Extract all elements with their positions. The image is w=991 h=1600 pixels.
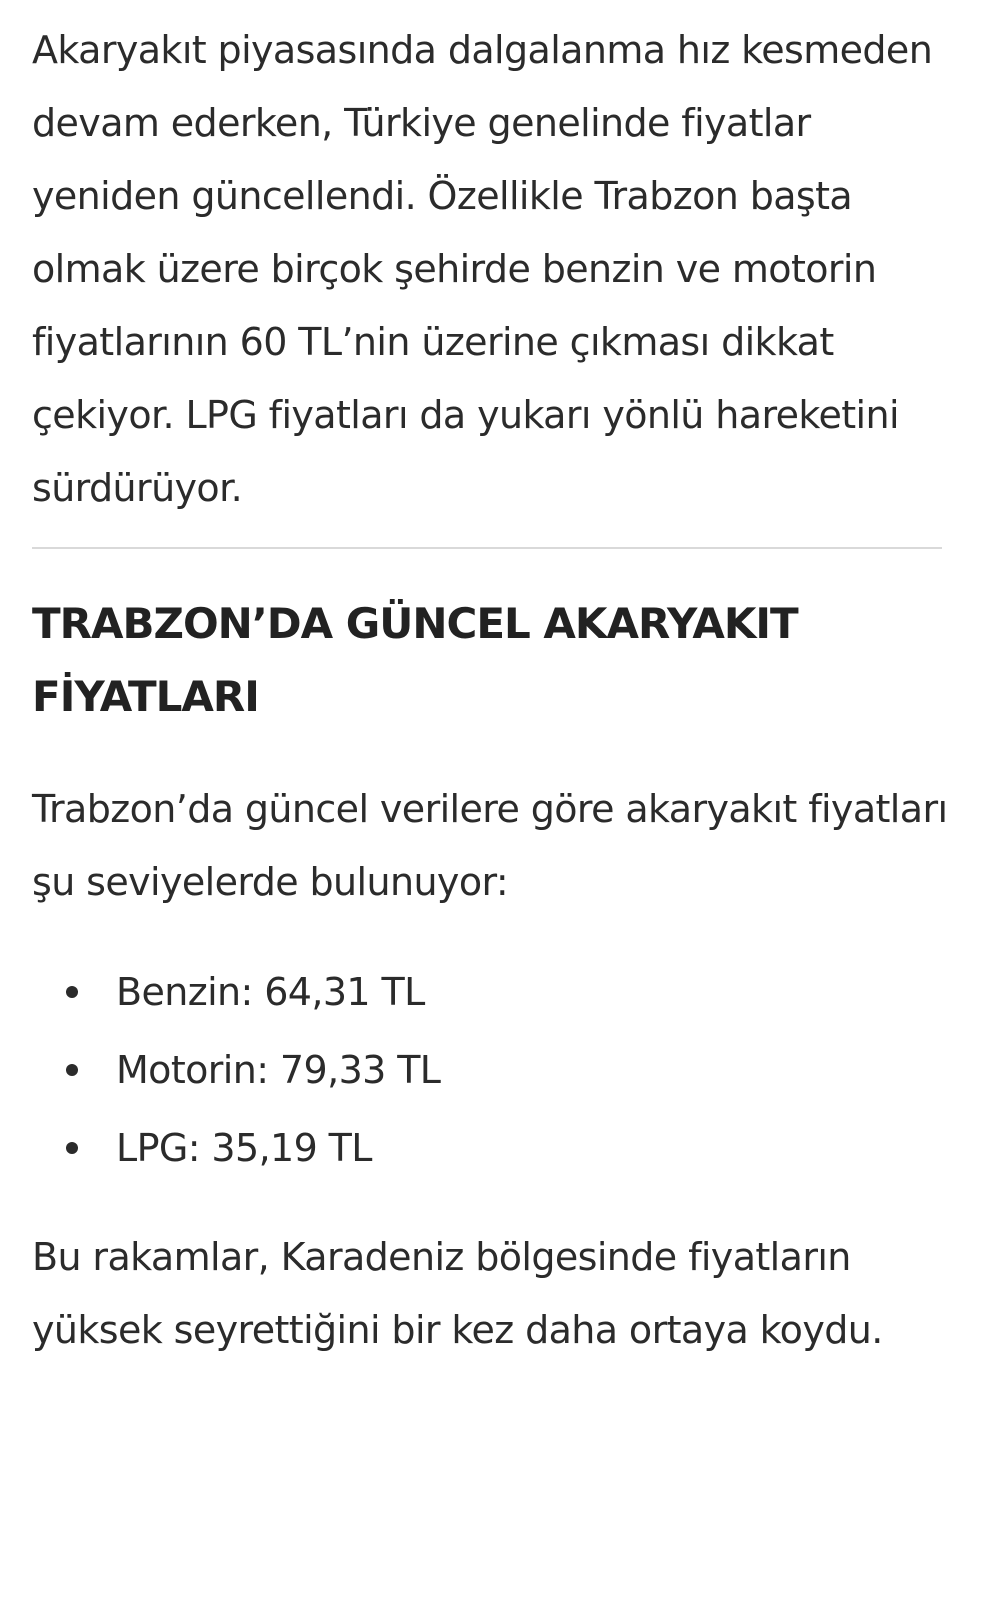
prices-intro-paragraph: Trabzon’da güncel verilere göre akaryakıt fiyatları şu seviyelerde bulunuyor:: [32, 787, 948, 904]
bullet-icon: [66, 1064, 78, 1076]
fuel-price-list: [32, 953, 959, 1187]
list-item-lpg: [32, 1109, 959, 1187]
bullet-icon: [66, 986, 78, 998]
price-text: Benzin: 64,31 TL: [116, 970, 425, 1014]
list-item-motorin: [32, 1031, 959, 1109]
price-text: LPG: 35,19 TL: [116, 1126, 372, 1170]
list-item-benzin: [32, 953, 959, 1031]
bullet-icon: [66, 1142, 78, 1154]
price-text: Motorin: 79,33 TL: [116, 1048, 441, 1092]
intro-paragraph: Akaryakıt piyasasında dalgalanma hız kesmeden devam ederken, Türkiye genelinde fiyatlar yeniden güncellendi. Özellikle Trabzon başta olmak üzere birçok şehirde benzin ve motorin fiyatlarının 60 TL’nin üzerine çıkması dikkat çekiyor. LPG fiyatları da yukarı yönlü hareketini sürdürüyor.: [32, 28, 933, 510]
section-heading: TRABZON’DA GÜNCEL AKARYAKIT FİYATLARI: [32, 599, 798, 721]
section-divider: [32, 547, 942, 549]
closing-paragraph: Bu rakamlar, Karadeniz bölgesinde fiyatların yüksek seyrettiğini bir kez daha ortaya koydu.: [32, 1235, 883, 1352]
